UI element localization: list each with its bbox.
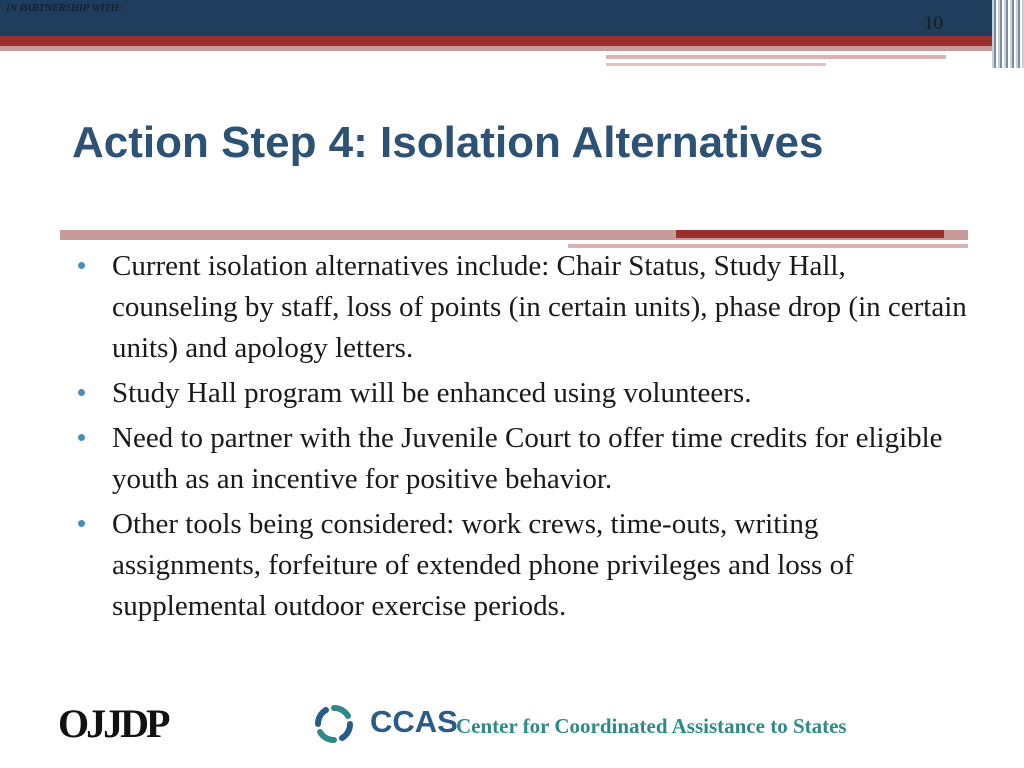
list-item: [72, 418, 972, 500]
slide-title: Action Step 4: Isolation Alternatives: [72, 118, 824, 167]
bullet-text: Study Hall program will be enhanced using volunteers.: [112, 377, 752, 409]
header-bar: [0, 0, 1024, 36]
header-stripe-light-2: [606, 63, 826, 66]
bullet-list: [72, 246, 972, 631]
ccas-abbrev: CCAS: [370, 704, 458, 739]
bullet-dot-icon: [78, 389, 85, 396]
ccas-full-name: Center for Coordinated Assistance to States: [456, 714, 847, 738]
title-stripe-red: [676, 230, 944, 238]
list-item: [72, 246, 972, 369]
bullet-text: Current isolation alternatives include: Chair Status, Study Hall, counseling by staff, loss of points (in certain units), phase drop (in certain units) and apology letters.: [112, 250, 967, 364]
bullet-text: Other tools being considered: work crews, time-outs, writing assignments, forfeiture of extended phone privileges and loss of supplemental outdoor exercise periods.: [112, 508, 854, 622]
list-item: [72, 373, 972, 414]
header-stripe-red: [0, 36, 1024, 46]
bullet-dot-icon: [78, 434, 85, 441]
ojjdp-logo: OJJDP: [58, 701, 168, 746]
bullet-dot-icon: [78, 262, 85, 269]
bullet-text: Need to partner with the Juvenile Court to offer time credits for eligible youth as an incentive for positive behavior.: [112, 422, 943, 495]
list-item: [72, 504, 972, 627]
partnership-label: IN PARTNERSHIP WITH:: [6, 2, 123, 14]
header-vertical-lines: [992, 0, 1024, 68]
bullet-dot-icon: [78, 520, 85, 527]
slide-number: 10: [924, 13, 943, 34]
ccas-logo-icon: [314, 704, 354, 744]
header-stripe-light: [606, 55, 946, 59]
header-stripe-pink: [0, 46, 1000, 51]
